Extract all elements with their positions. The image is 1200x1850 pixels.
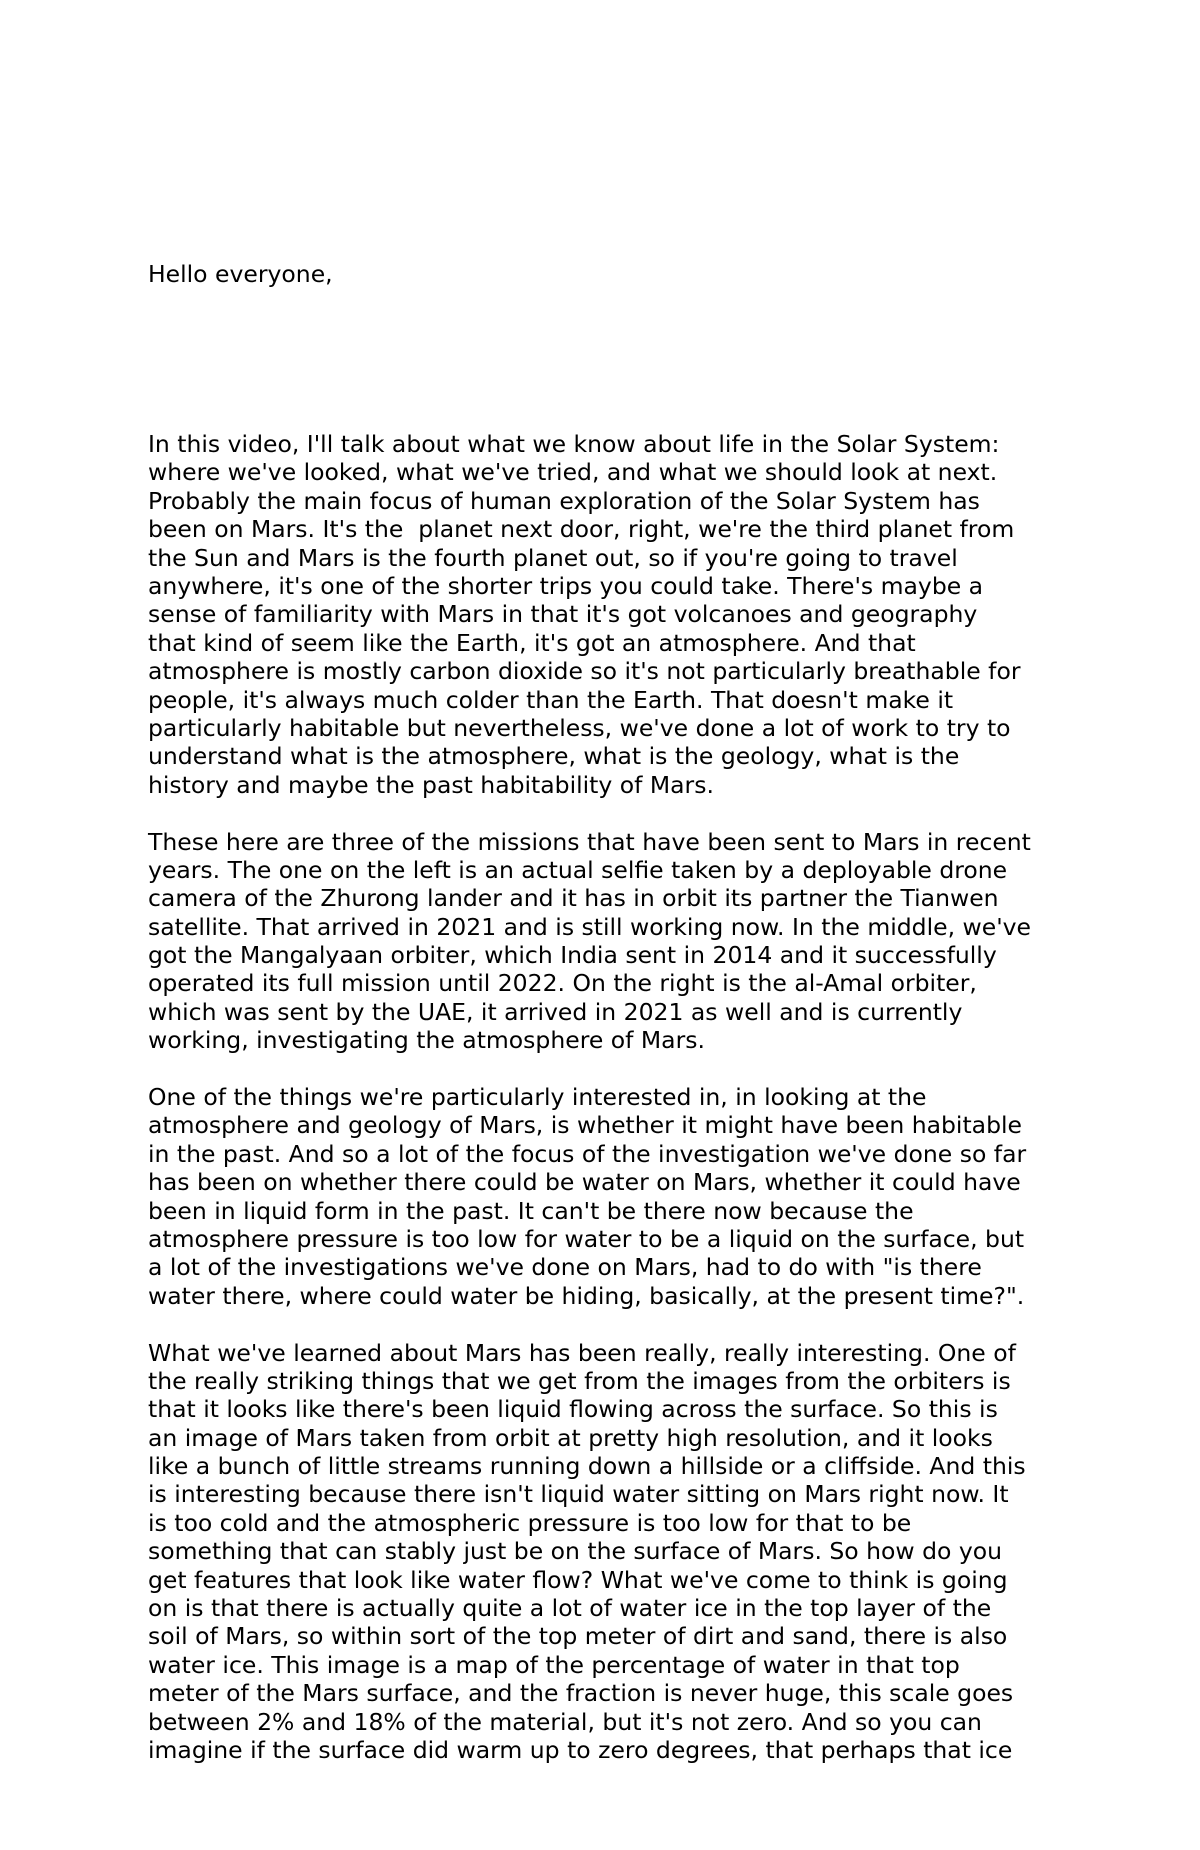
- text-line: where we've looked, what we've tried, and what we should look at next.: [148, 458, 998, 487]
- text-line: water ice. This image is a map of the percentage of water in that top: [148, 1650, 960, 1679]
- text-line: atmosphere pressure is too low for water to be a liquid on the surface, but: [148, 1224, 1025, 1253]
- text-line: What we've learned about Mars has been really, really interesting. One of: [148, 1338, 1016, 1367]
- text-line: is too cold and the atmospheric pressure is too low for that to be: [148, 1508, 912, 1537]
- text-line: an image of Mars taken from orbit at pretty high resolution, and it looks: [148, 1423, 993, 1452]
- text-line: understand what is the atmosphere, what is the geology, what is the: [148, 742, 960, 771]
- paragraph: [148, 1083, 1078, 1310]
- paragraph: [148, 1339, 1078, 1765]
- text-line: camera of the Zhurong lander and it has in orbit its partner the Tianwen: [148, 884, 999, 913]
- text-line: water there, where could water be hiding, basically, at the present time?".: [148, 1281, 1025, 1310]
- text-line: get features that look like water flow? What we've come to think is going: [148, 1565, 1008, 1594]
- text-line: a lot of the investigations we've done on Mars, had to do with "is there: [148, 1253, 982, 1282]
- text-line: has been on whether there could be water on Mars, whether it could have: [148, 1168, 1021, 1197]
- text-line: These here are three of the missions that have been sent to Mars in recent: [148, 827, 1031, 856]
- text-line: that kind of seem like the Earth, it's got an atmosphere. And that: [148, 628, 916, 657]
- text-line: One of the things we're particularly interested in, in looking at the: [148, 1083, 927, 1112]
- text-line: particularly habitable but nevertheless, we've done a lot of work to try to: [148, 713, 1011, 742]
- text-line: satellite. That arrived in 2021 and is still working now. In the middle, we've: [148, 912, 1032, 941]
- text-line: the really striking things that we get from the images from the orbiters is: [148, 1366, 1011, 1395]
- text-line: which was sent by the UAE, it arrived in 2021 as well and is currently: [148, 997, 963, 1026]
- text-line: got the Mangalyaan orbiter, which India sent in 2014 and it successfully: [148, 941, 997, 970]
- text-line: that it looks like there's been liquid flowing across the surface. So this is: [148, 1395, 998, 1424]
- paragraph: [148, 430, 1078, 799]
- text-line: between 2% and 18% of the material, but it's not zero. And so you can: [148, 1707, 982, 1736]
- text-line: atmosphere is mostly carbon dioxide so it's not particularly breathable for: [148, 657, 1021, 686]
- text-line: is interesting because there isn't liquid water sitting on Mars right now. It: [148, 1480, 1009, 1509]
- text-line: the Sun and Mars is the fourth planet out, so if you're going to travel: [148, 543, 958, 572]
- text-line: atmosphere and geology of Mars, is whether it might have been habitable: [148, 1111, 1022, 1140]
- text-line: like a bunch of little streams running down a hillside or a cliffside. And this: [148, 1452, 1026, 1481]
- document-body: [148, 146, 1078, 1850]
- text-line: been on Mars. It's the planet next door, right, we're the third planet from: [148, 515, 1015, 544]
- text-line: In this video, I'll talk about what we know about life in the Solar System:: [148, 430, 1000, 459]
- text-line: anywhere, it's one of the shorter trips you could take. There's maybe a: [148, 571, 984, 600]
- text-line: history and maybe the past habitability of Mars.: [148, 770, 714, 799]
- text-line: something that can stably just be on the surface of Mars. So how do you: [148, 1537, 1003, 1566]
- text-line: years. The one on the left is an actual selfie taken by a deployable drone: [148, 855, 1008, 884]
- text-line: meter of the Mars surface, and the fraction is never huge, this scale goes: [148, 1679, 1014, 1708]
- text-line: been in liquid form in the past. It can't be there now because the: [148, 1196, 914, 1225]
- paragraph-list: [148, 430, 1078, 1764]
- paragraph: [148, 828, 1078, 1055]
- text-line: Probably the main focus of human exploration of the Solar System has: [148, 486, 980, 515]
- text-line: on is that there is actually quite a lot of water ice in the top layer of the: [148, 1594, 992, 1623]
- text-line: sense of familiarity with Mars in that it's got volcanoes and geography: [148, 600, 978, 629]
- text-line: in the past. And so a lot of the focus of the investigation we've done so far: [148, 1139, 1027, 1168]
- text-line: working, investigating the atmosphere of Mars.: [148, 1026, 705, 1055]
- text-line: people, it's always much colder than the Earth. That doesn't make it: [148, 685, 954, 714]
- text-line: operated its full mission until 2022. On the right is the al-Amal orbiter,: [148, 969, 977, 998]
- greeting-line: Hello everyone,: [148, 259, 333, 288]
- text-line: soil of Mars, so within sort of the top meter of dirt and sand, there is also: [148, 1622, 1008, 1651]
- greeting-paragraph: [148, 203, 1078, 345]
- text-line: imagine if the surface did warm up to zero degrees, that perhaps that ice: [148, 1736, 1013, 1764]
